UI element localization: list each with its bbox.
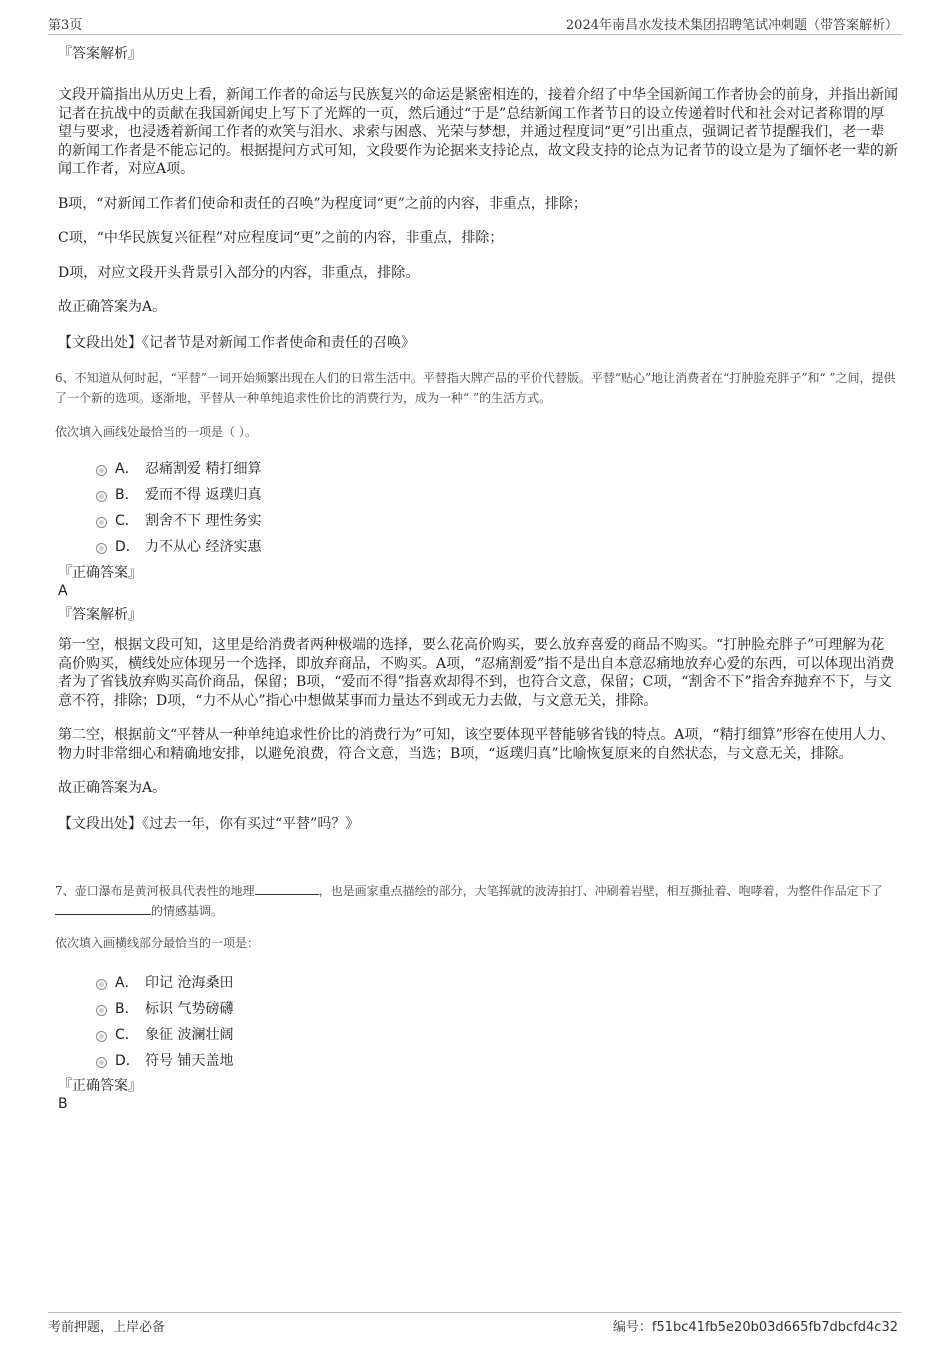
blank-2	[55, 902, 151, 915]
document-title: 2024年南昌水发技术集团招聘笔试冲刺题（带答案解析）	[565, 18, 898, 33]
source-citation: 【文段出处】《过去一年，你有买过“平替”吗？》	[58, 815, 360, 832]
document-code: 编号：f51bc41fb5e20b03d665fb7dbcfd4c32	[612, 1320, 898, 1335]
question-7-answer	[58, 1077, 898, 1113]
page-footer	[48, 1312, 902, 1335]
option-b[interactable]: B． 爱而不得 返璞归真	[96, 481, 261, 507]
correct-answer: B	[58, 1096, 68, 1112]
analysis-paragraph: 第二空，根据前文“平替从一种单纯追求性价比的消费行为”可知，该空要体现平替能够省钱的特点。A项，“精打细算”形容在使用人力、物力时非常细心和精确地安排，以避免浪费，符合文意，当选；B项，“返璞归真”比喻恢复原来的自然状态，与文意无关，排除。	[58, 727, 895, 762]
option-c[interactable]: C． 象征 波澜壮阔	[96, 1021, 233, 1047]
option-a[interactable]: A． 印记 沧海桑田	[96, 969, 233, 995]
radio-button[interactable]	[96, 979, 107, 990]
answer-tag: 『正确答案』	[58, 1078, 142, 1094]
radio-button[interactable]	[96, 491, 107, 502]
question-7-options	[96, 969, 233, 1073]
question-6-options	[96, 455, 261, 559]
question-6-answer	[58, 564, 898, 624]
option-a[interactable]: A． 忍痛割爱 精打细算	[96, 455, 261, 481]
question-6-stem: 6、不知道从何时起，“平替”一词开始频繁出现在人们的日常生活中。平替指大牌产品的平价代替版。平替“贴心”地让消费者在“打肿脸充胖子”和“ ”之间，提供了一个新的选项。逐渐地，平替从一种单纯追求性价比的消费行为，成为一种“ ”的生活方式。	[55, 371, 896, 405]
analysis-paragraph: B项，“对新闻工作者们使命和责任的召唤”为程度词“更”之前的内容，非重点，排除；	[58, 195, 587, 212]
question-6-prompt: 依次填入画线处最恰当的一项是（ ）。	[55, 425, 257, 439]
analysis-paragraph: 第一空，根据文段可知，这里是给消费者两种极端的选择，要么花高价购买，要么放弃喜爱的商品不购买。“打肿脸充胖子”可理解为花高价购买，横线处应体现另一个选择，即放弃商品，不购买。A项，“忍痛割爱”指不是出自本意忍痛地放弃心爱的东西，可以体现出消费者为了省钱放弃购买高价商品，保留；B项，“爱而不得”指喜欢却得不到，也符合文意，保留；C项，“割舍不下”指舍弃抛弃不下，与文意不符，排除；D项，“力不从心”指心中想做某事而力量达不到或无力去做，与文意无关，排除。	[58, 637, 895, 709]
option-d[interactable]: D． 力不从心 经济实惠	[96, 533, 261, 559]
question-7-stem: 7、壶口瀑布是黄河极具代表性的地理 ，也是画家重点描绘的部分，大笔挥就的波涛拍打、冲刷着岩壁，相互撕扯着、咆哮着，为整件作品定下了的情感基调。	[55, 884, 883, 918]
source-citation: 【文段出处】《记者节是对新闻工作者使命和责任的召唤》	[58, 334, 415, 351]
question-5-analysis	[58, 44, 898, 379]
conclusion: 故正确答案为A。	[58, 780, 167, 796]
question-6-analysis	[58, 636, 898, 860]
radio-button[interactable]	[96, 517, 107, 528]
option-b[interactable]: B． 标识 气势磅礴	[96, 995, 233, 1021]
analysis-tag: 『答案解析』	[58, 46, 142, 62]
radio-button[interactable]	[96, 543, 107, 554]
blank-1	[255, 882, 319, 895]
radio-button[interactable]	[96, 1031, 107, 1042]
analysis-paragraph: D项，对应文段开头背景引入部分的内容，非重点，排除。	[58, 264, 420, 281]
option-c[interactable]: C． 割舍不下 理性务实	[96, 507, 261, 533]
page-number: 第3页	[48, 18, 83, 33]
radio-button[interactable]	[96, 1005, 107, 1016]
conclusion: 故正确答案为A。	[58, 299, 167, 315]
analysis-tag: 『答案解析』	[58, 607, 142, 623]
option-d[interactable]: D． 符号 铺天盖地	[96, 1047, 233, 1073]
question-7-prompt: 依次填入画横线部分最恰当的一项是：	[55, 936, 260, 950]
footer-slogan: 考前押题，上岸必备	[48, 1320, 166, 1335]
analysis-paragraph: 文段开篇指出从历史上看，新闻工作者的命运与民族复兴的命运是紧密相连的，接着介绍了中华全国新闻工作者协会的前身，并指出新闻记者在抗战中的贡献在我国新闻史上写下了光辉的一页，然后通过“于是”总结新闻工作者节日的设立传递着时代和社会对记者称谓的厚望与要求，也浸透着新闻工作者的欢笑与泪水、求索与困惑、光荣与梦想，并通过程度词“更”引出重点，强调记者节提醒我们，老一辈的新闻工作者是不能忘记的。根据提问方式可知，文段要作为论据来支持论点，故文段支持的论点为记者节的设立是为了缅怀老一辈的新闻工作者，对应A项。	[58, 87, 898, 177]
page-header	[48, 14, 902, 35]
analysis-paragraph: C项，“中华民族复兴征程”对应程度词“更”之前的内容，非重点，排除；	[58, 230, 504, 246]
radio-button[interactable]	[96, 465, 107, 476]
answer-tag: 『正确答案』	[58, 565, 142, 581]
radio-button[interactable]	[96, 1057, 107, 1068]
correct-answer: A	[58, 583, 68, 599]
